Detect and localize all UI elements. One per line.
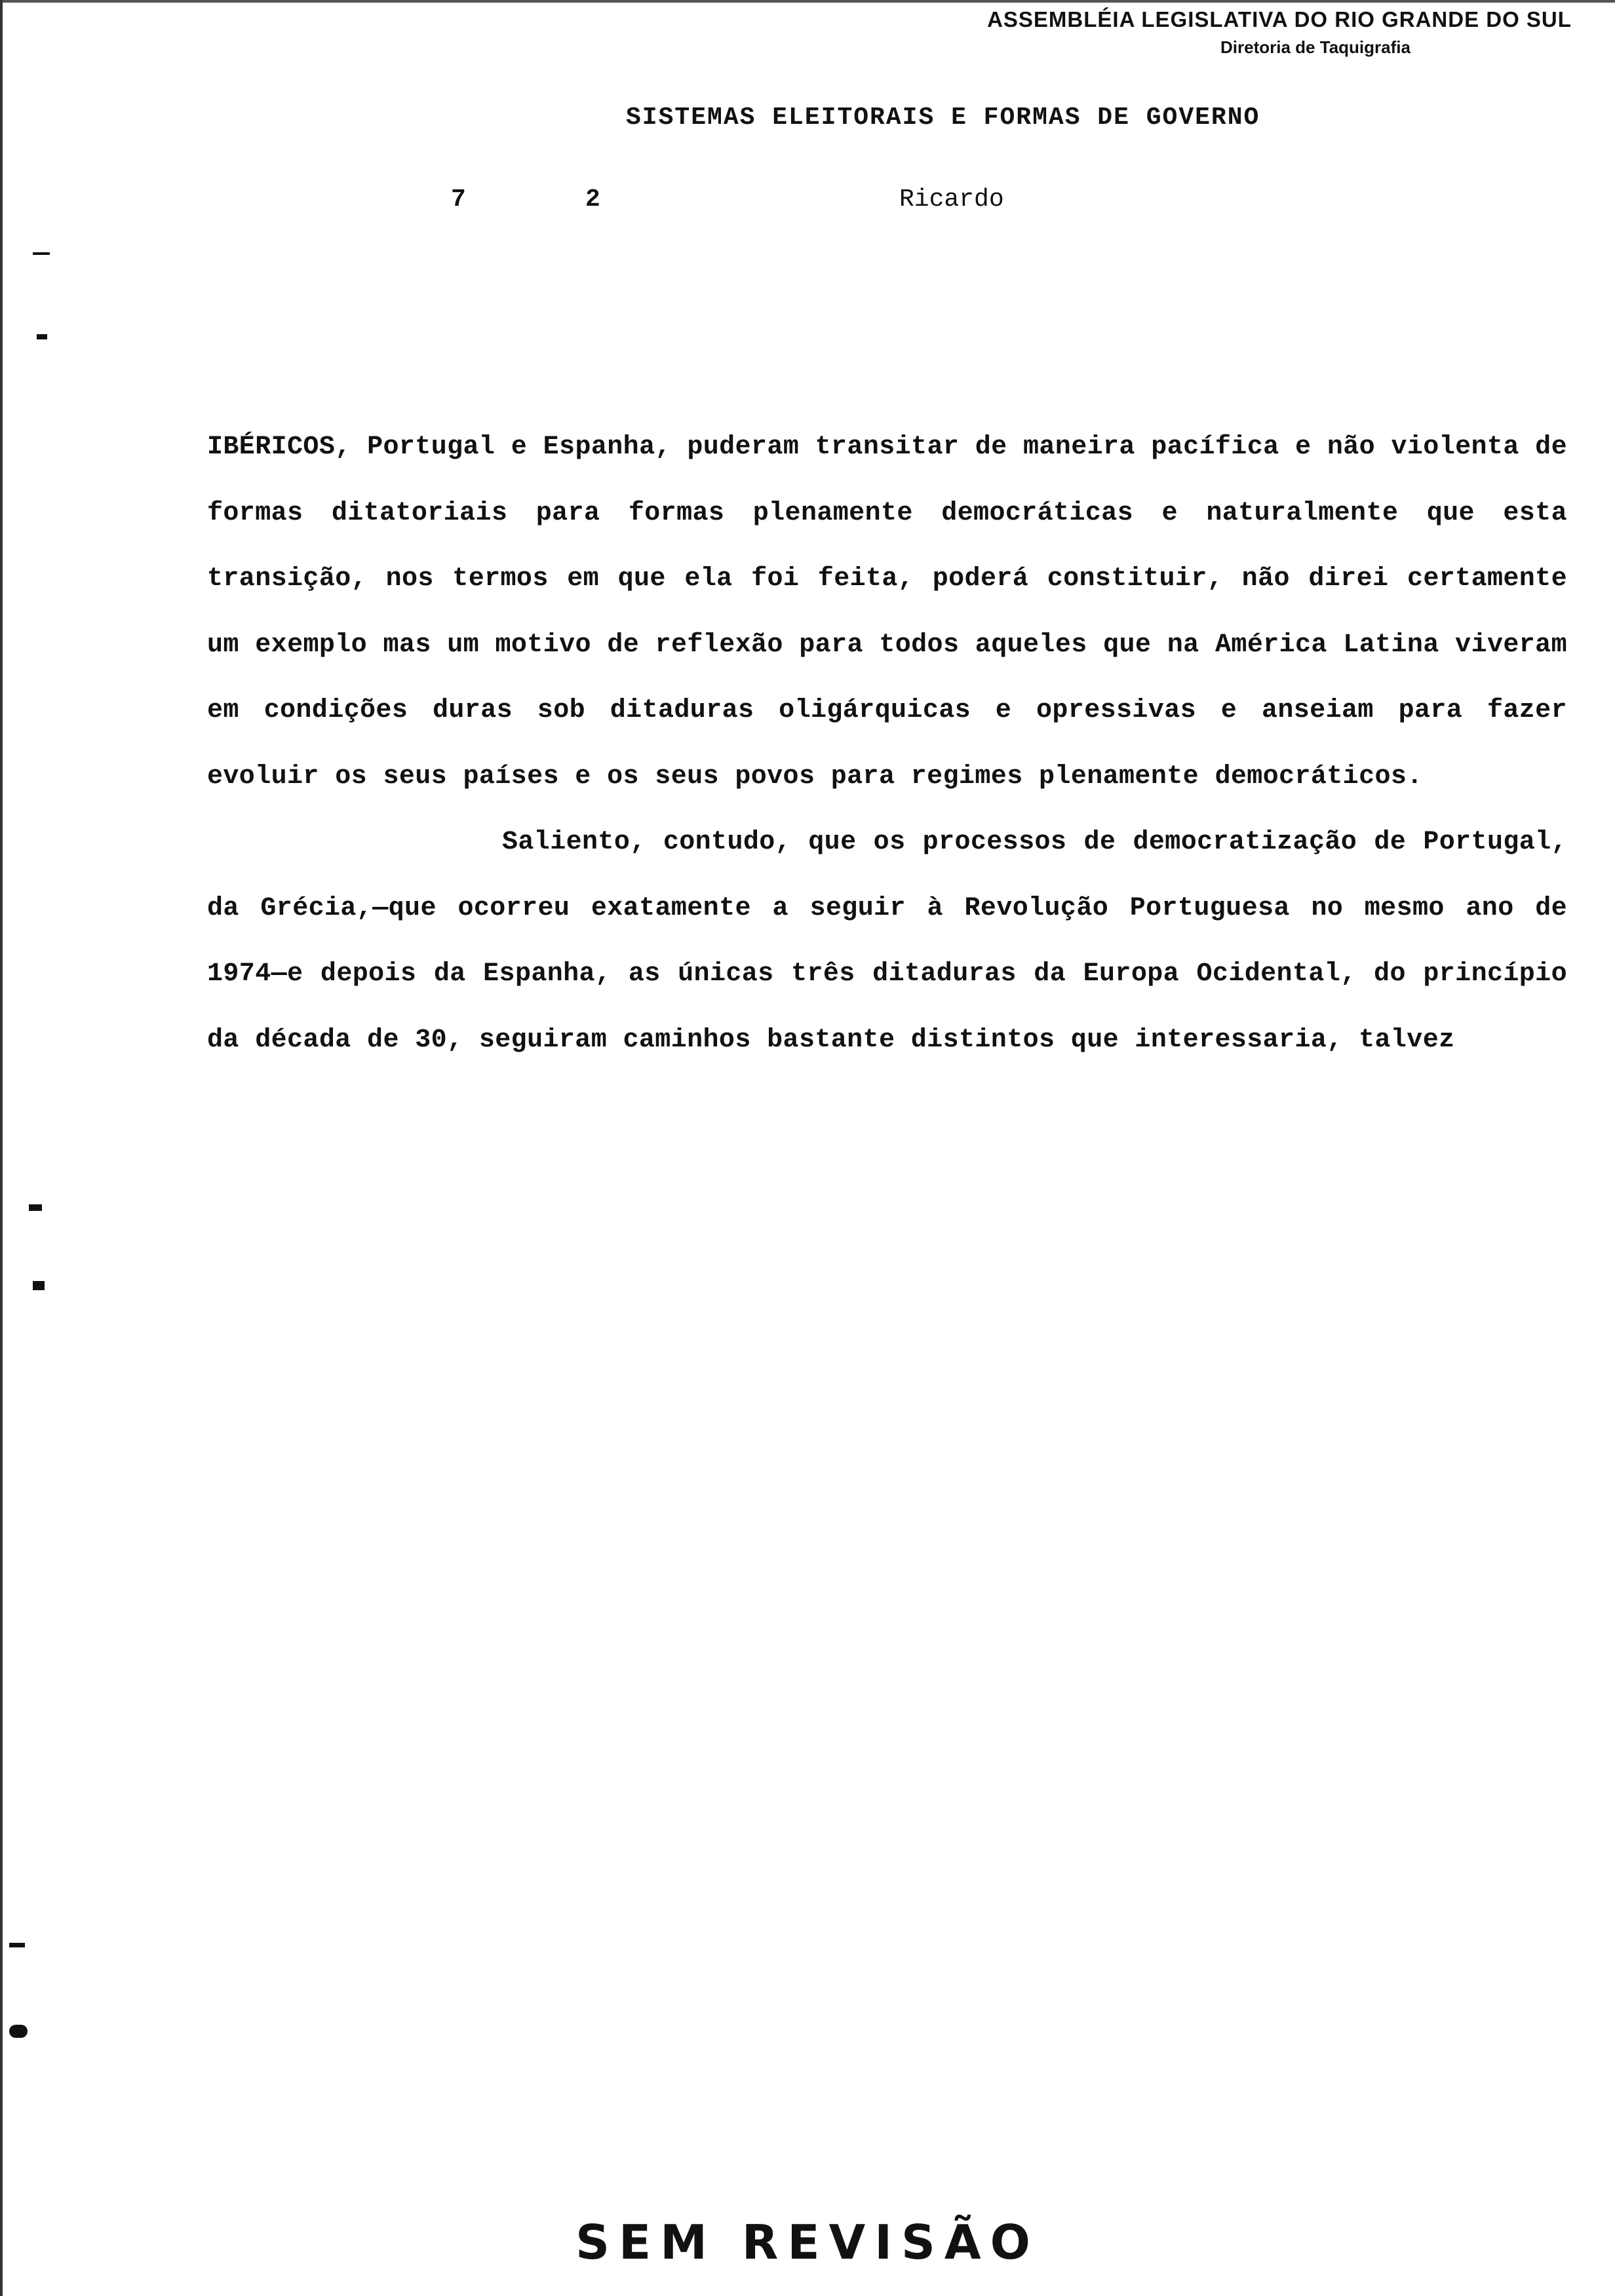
sheet-number: 7 xyxy=(451,185,466,214)
top-edge-line xyxy=(0,0,1615,3)
department-name: Diretoria de Taquigrafia xyxy=(1220,37,1411,57)
speaker-name: Ricardo xyxy=(899,185,1004,214)
scan-mark xyxy=(37,334,47,339)
organization-name: ASSEMBLÉIA LEGISLATIVA DO RIO GRANDE DO SUL xyxy=(987,7,1572,31)
revision-stamp: SEM REVISÃO xyxy=(575,2215,1040,2270)
scan-mark xyxy=(33,1281,45,1290)
transcript-body xyxy=(207,415,1567,1073)
sheet-subnumber: 2 xyxy=(585,185,600,214)
paragraph-1: IBÉRICOS, Portugal e Espanha, puderam transitar de maneira pacífica e não violenta de formas ditatoriais para formas plenamente democráticas e naturalmente que esta transição, nos termos em que ela foi feita, poderá constituir, não direi certamente um exemplo mas um motivo de reflexão para todos aqueles que na América Latina viveram em condições duras sob ditaduras oligárquicas e opressivas e anseiam para fazer evoluir os seus países e os seus povos para regimes plenamente democráticos. xyxy=(207,432,1567,792)
letterhead xyxy=(945,7,1614,62)
left-edge-line xyxy=(0,0,3,2296)
document-title: SISTEMAS ELEITORAIS E FORMAS DE GOVERNO xyxy=(626,104,1260,132)
scan-mark xyxy=(9,1943,25,1947)
paragraph-2: Saliento, contudo, que os processos de democratização de Portugal, da Grécia,—que ocorreu exatamente a seguir à Revolução Portuguesa no mesmo ano de 1974—e depois da Espanha, as únicas três ditaduras da Europa Ocidental, do princípio da década de 30, seguiram caminhos bastante distintos que interessaria, talvez xyxy=(207,828,1567,1055)
scan-mark xyxy=(33,252,50,255)
scan-mark xyxy=(29,1204,42,1211)
scan-mark xyxy=(9,2025,28,2038)
